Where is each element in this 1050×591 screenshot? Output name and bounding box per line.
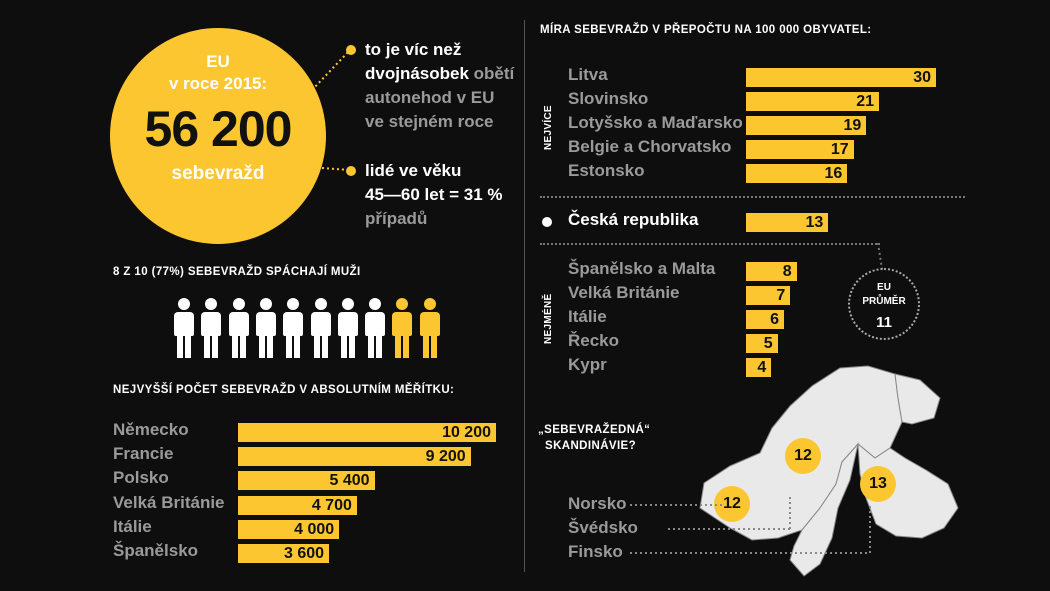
bar-category-label: Česká republika bbox=[568, 210, 699, 229]
finland-badge: 13 bbox=[860, 466, 896, 502]
fact1-post3: ve stejném roce bbox=[365, 112, 494, 131]
cz-bullet bbox=[542, 217, 552, 227]
fact2-line3: případů bbox=[365, 209, 428, 228]
bar-value-label: 17 bbox=[830, 141, 849, 158]
bar bbox=[238, 471, 375, 490]
person-female-icon bbox=[420, 298, 440, 358]
fact1-post2: autonehod v EU bbox=[365, 88, 495, 107]
bar-value-label: 9 200 bbox=[425, 448, 466, 466]
divider-dotted bbox=[540, 196, 965, 198]
bar bbox=[746, 334, 778, 353]
bar bbox=[746, 116, 866, 135]
bar-value-label: 6 bbox=[770, 311, 779, 328]
circle-region: EU bbox=[206, 52, 230, 71]
bar-value-label: 30 bbox=[913, 69, 931, 86]
bar bbox=[746, 68, 936, 87]
bar-value-label: 4 bbox=[757, 359, 767, 376]
column-divider bbox=[524, 20, 525, 572]
fact1-post1: obětí bbox=[473, 64, 515, 83]
eu-avg-line2: PRŮMĚR bbox=[862, 296, 906, 307]
divider-dotted bbox=[540, 243, 880, 245]
bar-category-label: Kypr bbox=[568, 355, 607, 374]
bar-category-label: Lotyšsko a Maďarsko bbox=[568, 113, 743, 132]
men-title: 8 Z 10 (77%) SEBEVRAŽD SPÁCHAJÍ MUŽI bbox=[113, 266, 361, 278]
bar-category-label: Řecko bbox=[568, 331, 620, 350]
fact2-line2: 45—60 let = 31 % bbox=[365, 185, 503, 204]
person-male-icon bbox=[201, 298, 221, 358]
bar bbox=[238, 423, 496, 442]
bar-category-label: Slovinsko bbox=[568, 89, 649, 108]
bullet-dot bbox=[346, 45, 356, 55]
fact-double bbox=[365, 38, 535, 134]
person-female-icon bbox=[392, 298, 412, 358]
bar-value-label: 21 bbox=[856, 93, 874, 110]
bar-category-label: Německo bbox=[113, 420, 189, 439]
person-male-icon bbox=[311, 298, 331, 358]
bar-category-label: Estonsko bbox=[568, 161, 645, 180]
bar-category-label: Velká Británie bbox=[568, 283, 680, 302]
circle-number: 56 200 bbox=[144, 101, 292, 157]
scandi-label: Švédsko bbox=[568, 518, 638, 537]
bar-category-label: Španělsko bbox=[113, 541, 199, 560]
bar-value-label: 8 bbox=[782, 263, 792, 280]
scandi-title1: „SEBEVRAŽEDNÁ“ bbox=[538, 424, 651, 436]
bar bbox=[238, 496, 357, 515]
bar-value-label: 13 bbox=[805, 214, 824, 231]
person-male-icon bbox=[174, 298, 194, 358]
bar-value-label: 5 400 bbox=[329, 472, 370, 490]
eu-avg-line1: EU bbox=[877, 282, 891, 293]
bar-value-label: 16 bbox=[824, 165, 843, 182]
bar bbox=[746, 310, 784, 329]
bar-value-label: 4 000 bbox=[294, 520, 335, 538]
rate-title: MÍRA SEBEVRAŽD V PŘEPOČTU NA 100 000 OBYVATEL: bbox=[540, 24, 872, 36]
bar bbox=[746, 286, 790, 305]
bar-value-label: 10 200 bbox=[442, 424, 491, 441]
eu-average-badge bbox=[848, 268, 920, 340]
person-male-icon bbox=[365, 298, 385, 358]
bar bbox=[746, 262, 797, 281]
scandi-leaders bbox=[620, 495, 890, 565]
bar-category-label: Litva bbox=[568, 65, 608, 84]
bar bbox=[746, 164, 847, 183]
scandi-title2: SKANDINÁVIE? bbox=[545, 440, 637, 452]
bar-category-label: Itálie bbox=[568, 307, 607, 326]
bar-value-label: 19 bbox=[843, 117, 862, 134]
bar bbox=[238, 447, 471, 466]
bar bbox=[746, 92, 879, 111]
eu-avg-value: 11 bbox=[876, 314, 892, 331]
scandi-label: Norsko bbox=[568, 494, 627, 513]
bar bbox=[746, 140, 854, 159]
person-male-icon bbox=[256, 298, 276, 358]
bar-category-label: Francie bbox=[113, 444, 174, 464]
fact1-highlight: dvojnásobek bbox=[365, 64, 469, 83]
person-male-icon bbox=[338, 298, 358, 358]
bar-value-label: 5 bbox=[763, 335, 773, 352]
scandi-label: Finsko bbox=[568, 542, 623, 561]
bar-category-label: Belgie a Chorvatsko bbox=[568, 137, 732, 156]
connector-lines bbox=[300, 40, 360, 200]
bar bbox=[238, 520, 339, 539]
bar-category-label: Španělsko a Malta bbox=[568, 259, 716, 278]
norway-badge: 12 bbox=[714, 486, 750, 522]
sweden-badge: 12 bbox=[785, 438, 821, 474]
bullet-dot bbox=[346, 166, 356, 176]
label-bottom: NEJMÉNĚ bbox=[543, 293, 554, 344]
fact1-pre: to je víc než bbox=[365, 40, 462, 59]
circle-year: v roce 2015: bbox=[168, 74, 268, 93]
avg-connector bbox=[876, 243, 888, 271]
bar-value-label: 3 600 bbox=[284, 545, 325, 562]
fact-age bbox=[365, 159, 535, 231]
person-male-icon bbox=[229, 298, 249, 358]
circle-unit: sebevražd bbox=[171, 163, 265, 184]
bar-category-label: Velká Británie bbox=[113, 492, 225, 512]
bar-category-label: Polsko bbox=[113, 468, 169, 488]
fact2-line1: lidé ve věku bbox=[365, 161, 462, 180]
bar-value-label: 4 700 bbox=[311, 496, 352, 514]
bar-category-label: Itálie bbox=[113, 516, 152, 536]
abs-title: NEJVYŠŠÍ POČET SEBEVRAŽD V ABSOLUTNÍM MĚŘÍTKU: bbox=[113, 384, 455, 396]
person-male-icon bbox=[283, 298, 303, 358]
label-top: NEJVÍCE bbox=[543, 105, 554, 150]
total-circle bbox=[110, 28, 326, 244]
bar-value-label: 7 bbox=[776, 287, 786, 304]
bar bbox=[746, 213, 828, 232]
bar bbox=[238, 544, 329, 563]
